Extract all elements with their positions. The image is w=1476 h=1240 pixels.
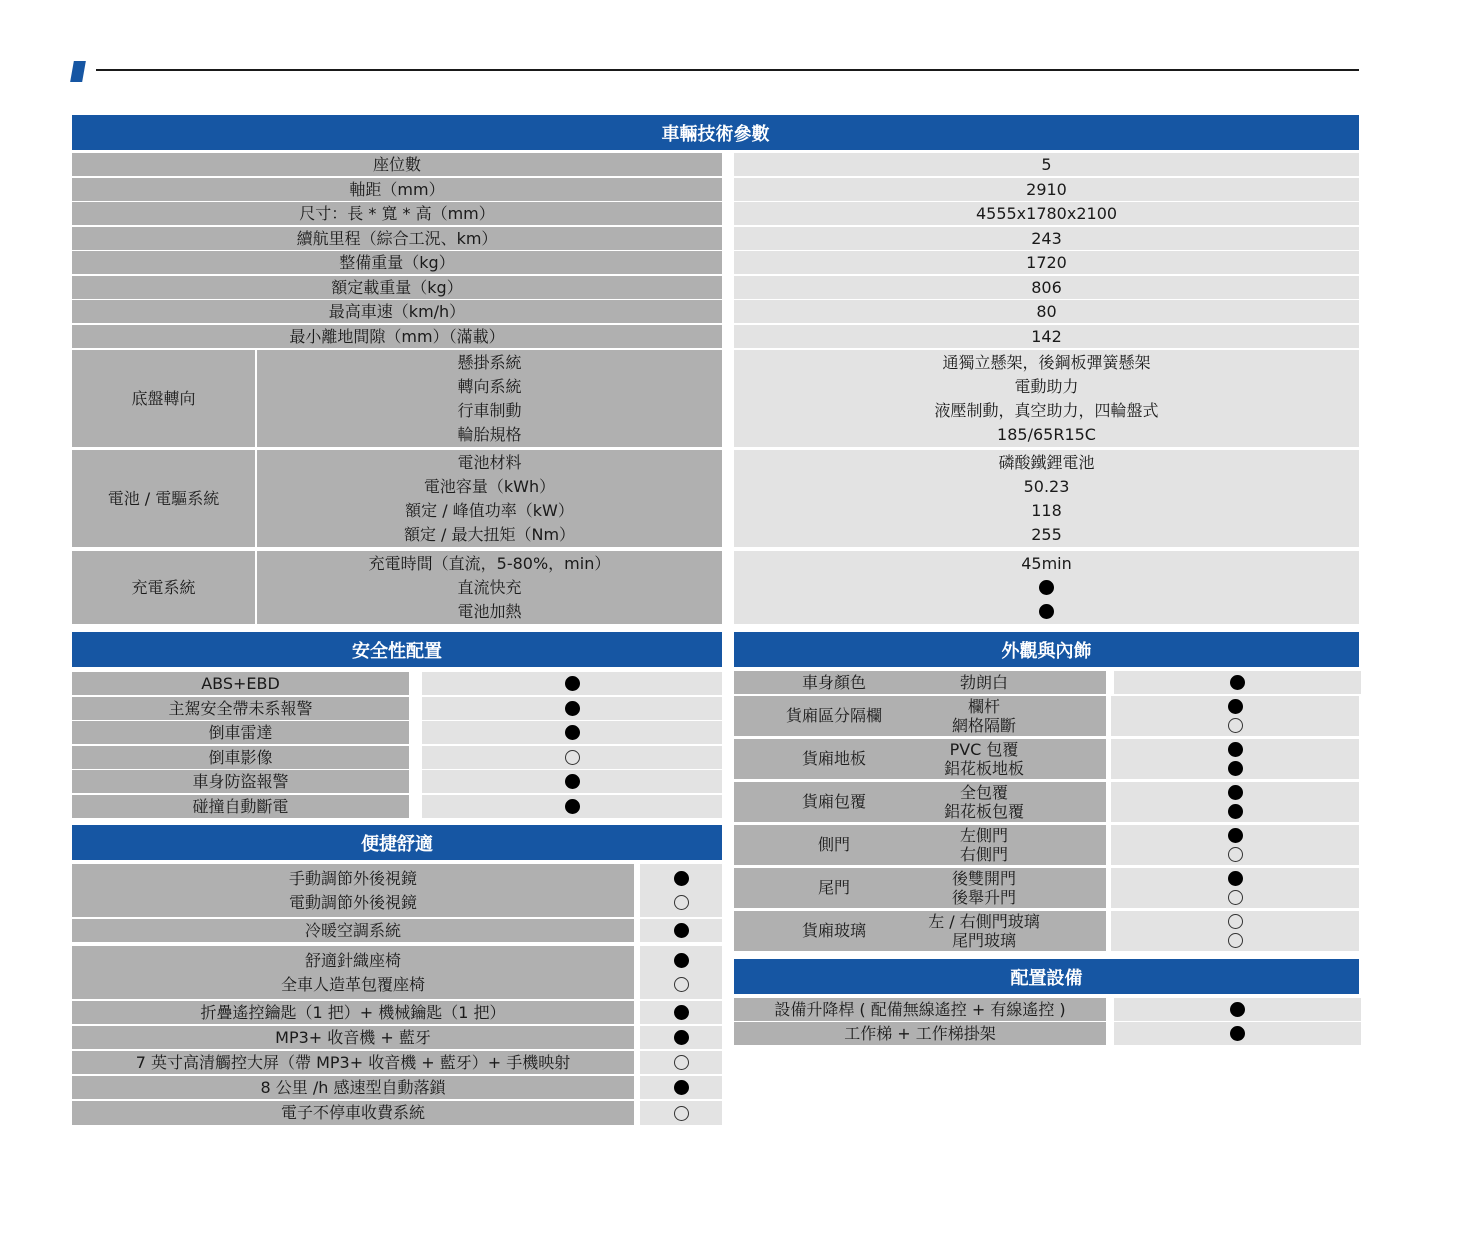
filled-circle-icon	[565, 725, 580, 740]
comfort-item: 全車人造革包覆座椅	[280, 974, 425, 994]
exterior-category: 車身顏色	[801, 672, 866, 692]
exterior-option: 全包覆	[959, 783, 1008, 802]
filled-circle-icon	[674, 1080, 689, 1095]
exterior-option: PVC 包覆	[949, 740, 1019, 759]
equipment-label: 工作梯 + 工作梯掛架	[734, 1022, 1106, 1045]
spec-item-value: 185/65R15C	[997, 424, 1096, 444]
spec-item-label: 電池容量（kWh）	[423, 476, 556, 496]
hollow-circle-icon	[674, 1055, 689, 1070]
accent-mark	[70, 61, 86, 82]
spec-item-value	[1039, 576, 1054, 600]
exterior-option: 鋁花板地板	[943, 759, 1024, 778]
spec-row-value: 80	[734, 300, 1359, 323]
spec-row-label: 續航里程（綜合工況、km）	[72, 227, 722, 250]
comfort-label: 冷暖空調系統	[72, 919, 634, 942]
spec-item-label: 額定 / 最大扭矩（Nm）	[403, 524, 576, 544]
filled-circle-icon	[1228, 761, 1243, 776]
spec-row-value: 806	[734, 276, 1359, 299]
spec-row-label: 座位數	[72, 153, 722, 176]
hollow-circle-icon	[1228, 718, 1243, 733]
equipment-mark	[1114, 998, 1361, 1021]
spec-row-label: 額定載重量（kg）	[72, 276, 722, 299]
filled-circle-icon	[565, 799, 580, 814]
safety-mark	[422, 746, 722, 769]
exterior-option: 左側門	[959, 826, 1008, 845]
spec-item-label: 直流快充	[457, 577, 522, 597]
spec-item-value: 118	[1031, 500, 1062, 520]
exterior-row	[734, 868, 1106, 908]
exterior-mark	[1111, 696, 1359, 736]
safety-title: 安全性配置	[72, 632, 722, 667]
exterior-option: 右側門	[959, 845, 1008, 864]
exterior-mark	[1111, 825, 1359, 865]
hollow-circle-icon	[674, 895, 689, 910]
hollow-circle-icon	[1228, 914, 1243, 929]
filled-circle-icon	[1228, 699, 1243, 714]
hollow-circle-icon	[565, 750, 580, 765]
exterior-category: 貨廂玻璃	[801, 921, 866, 940]
exterior-mark	[1111, 739, 1359, 779]
filled-circle-icon	[565, 676, 580, 691]
safety-label: 倒車影像	[72, 746, 409, 769]
spec-item-label: 充電時間（直流，5-80%，min）	[368, 553, 611, 573]
filled-circle-icon	[1039, 604, 1054, 619]
spec-row-label: 軸距（mm）	[72, 178, 722, 201]
filled-circle-icon	[565, 774, 580, 789]
comfort-label	[72, 946, 634, 999]
spec-group-name: 電池 / 電驅系統	[72, 450, 255, 547]
spec-group-name: 底盤轉向	[72, 350, 255, 447]
filled-circle-icon	[565, 701, 580, 716]
safety-label: ABS+EBD	[72, 672, 409, 695]
spec-item-label: 懸掛系統	[457, 352, 522, 372]
comfort-mark	[640, 1001, 722, 1024]
comfort-mark	[640, 1051, 722, 1074]
hollow-circle-icon	[674, 977, 689, 992]
spec-group-values	[734, 450, 1359, 547]
exterior-option: 鋁花板包覆	[943, 802, 1024, 821]
comfort-label: 折疊遙控鑰匙（1 把）+ 機械鑰匙（1 把）	[72, 1001, 634, 1024]
filled-circle-icon	[1230, 675, 1245, 690]
exterior-row	[734, 696, 1106, 736]
spec-item-value: 電動助力	[1014, 376, 1079, 396]
comfort-title: 便捷舒適	[72, 825, 722, 860]
safety-mark	[422, 697, 722, 720]
spec-row-label: 最小離地間隙（mm）（滿載）	[72, 325, 722, 348]
equipment-mark	[1114, 1022, 1361, 1045]
spec-group-values	[734, 350, 1359, 447]
exterior-options	[934, 783, 1034, 821]
spec-group-items	[257, 551, 722, 624]
exterior-mark	[1111, 868, 1359, 908]
exterior-title: 外觀與內飾	[734, 632, 1359, 667]
safety-mark	[422, 672, 722, 695]
spec-item-label: 電池材料	[457, 452, 522, 472]
spec-row-value: 1720	[734, 251, 1359, 274]
exterior-option: 尾門玻璃	[951, 931, 1016, 950]
exterior-options	[928, 912, 1040, 950]
comfort-item: 舒適針織座椅	[304, 950, 401, 970]
equipment-label: 設備升降桿 ( 配備無線遙控 + 有線遙控 )	[734, 998, 1106, 1021]
spec-group-name: 充電系統	[72, 551, 255, 624]
spec-item-value: 45min	[1021, 553, 1072, 573]
exterior-mark	[1111, 782, 1359, 822]
spec-row-value: 5	[734, 153, 1359, 176]
exterior-option: 欄杆	[967, 697, 1000, 716]
spec-row-value: 2910	[734, 178, 1359, 201]
comfort-label: MP3+ 收音機 + 藍牙	[72, 1026, 634, 1049]
exterior-options	[934, 697, 1034, 735]
exterior-option: 後舉升門	[951, 888, 1016, 907]
safety-label: 倒車雷達	[72, 721, 409, 744]
filled-circle-icon	[674, 923, 689, 938]
exterior-row	[734, 782, 1106, 822]
comfort-mark	[640, 864, 722, 917]
exterior-option: 後雙開門	[951, 869, 1016, 888]
spec-group-items	[257, 450, 722, 547]
hollow-circle-icon	[674, 1106, 689, 1121]
spec-item-value: 通獨立懸架，後鋼板彈簧懸架	[942, 352, 1151, 372]
filled-circle-icon	[1230, 1026, 1245, 1041]
spec-row-label: 整備重量（kg）	[72, 251, 722, 274]
divider-line	[96, 69, 1359, 71]
hollow-circle-icon	[1228, 847, 1243, 862]
spec-item-label: 輪胎規格	[457, 424, 522, 444]
filled-circle-icon	[1228, 871, 1243, 886]
exterior-option: 勃朗白	[959, 672, 1008, 692]
exterior-mark	[1114, 671, 1361, 694]
filled-circle-icon	[1039, 580, 1054, 595]
filled-circle-icon	[674, 1005, 689, 1020]
safety-label: 車身防盜報警	[72, 770, 409, 793]
filled-circle-icon	[674, 953, 689, 968]
exterior-row	[734, 671, 1106, 694]
spec-table-title: 車輛技術參數	[72, 115, 1359, 150]
exterior-category: 貨廂包覆	[801, 792, 866, 811]
comfort-mark	[640, 919, 722, 942]
safety-mark	[422, 795, 722, 818]
exterior-category: 貨廂區分隔欄	[785, 706, 882, 725]
exterior-category: 尾門	[817, 878, 850, 897]
equipment-title: 配置設備	[734, 959, 1359, 994]
comfort-item: 電動調節外後視鏡	[288, 892, 417, 912]
spec-item-value: 255	[1031, 524, 1062, 544]
spec-row-value: 243	[734, 227, 1359, 250]
comfort-mark	[640, 946, 722, 999]
exterior-options	[934, 740, 1034, 778]
spec-row-value: 4555x1780x2100	[734, 202, 1359, 225]
filled-circle-icon	[1230, 1002, 1245, 1017]
safety-label: 主駕安全帶未系報警	[72, 697, 409, 720]
comfort-label: 7 英寸高清觸控大屏（帶 MP3+ 收音機 + 藍牙）+ 手機映射	[72, 1051, 634, 1074]
spec-row-label: 最高車速（km/h）	[72, 300, 722, 323]
comfort-mark	[640, 1026, 722, 1049]
exterior-option: 左 / 右側門玻璃	[928, 912, 1040, 931]
filled-circle-icon	[674, 1030, 689, 1045]
comfort-mark	[640, 1076, 722, 1099]
exterior-category: 側門	[817, 835, 850, 854]
safety-label: 碰撞自動斷電	[72, 795, 409, 818]
comfort-mark	[640, 1101, 722, 1125]
spec-item-label: 轉向系統	[457, 376, 522, 396]
spec-item-label: 行車制動	[457, 400, 522, 420]
comfort-label: 電子不停車收費系統	[72, 1101, 634, 1125]
spec-item-label: 額定 / 峰值功率（kW）	[405, 500, 574, 520]
filled-circle-icon	[674, 871, 689, 886]
filled-circle-icon	[1228, 742, 1243, 757]
filled-circle-icon	[1228, 828, 1243, 843]
exterior-options	[934, 826, 1034, 864]
spec-item-value: 磷酸鐵鋰電池	[998, 452, 1095, 472]
spec-group-values	[734, 551, 1359, 624]
exterior-row	[734, 739, 1106, 779]
hollow-circle-icon	[1228, 890, 1243, 905]
exterior-mark	[1111, 911, 1359, 951]
exterior-row	[734, 911, 1106, 951]
exterior-option: 網格隔斷	[951, 716, 1016, 735]
exterior-category: 貨廂地板	[801, 749, 866, 768]
comfort-label: 8 公里 /h 感速型自動落鎖	[72, 1076, 634, 1099]
safety-mark	[422, 770, 722, 793]
exterior-options	[934, 869, 1034, 907]
exterior-row	[734, 825, 1106, 865]
spec-group-items	[257, 350, 722, 447]
spec-item-value	[1039, 600, 1054, 624]
spec-row-value: 142	[734, 325, 1359, 348]
hollow-circle-icon	[1228, 933, 1243, 948]
comfort-item: 手動調節外後視鏡	[288, 868, 417, 888]
safety-mark	[422, 721, 722, 744]
spec-row-label: 尺寸：長 * 寬 * 高（mm）	[72, 202, 722, 225]
filled-circle-icon	[1228, 804, 1243, 819]
spec-item-value: 液壓制動，真空助力，四輪盤式	[934, 400, 1159, 420]
filled-circle-icon	[1228, 785, 1243, 800]
comfort-label	[72, 864, 634, 917]
spec-item-value: 50.23	[1023, 476, 1070, 496]
spec-item-label: 電池加熱	[457, 601, 522, 621]
